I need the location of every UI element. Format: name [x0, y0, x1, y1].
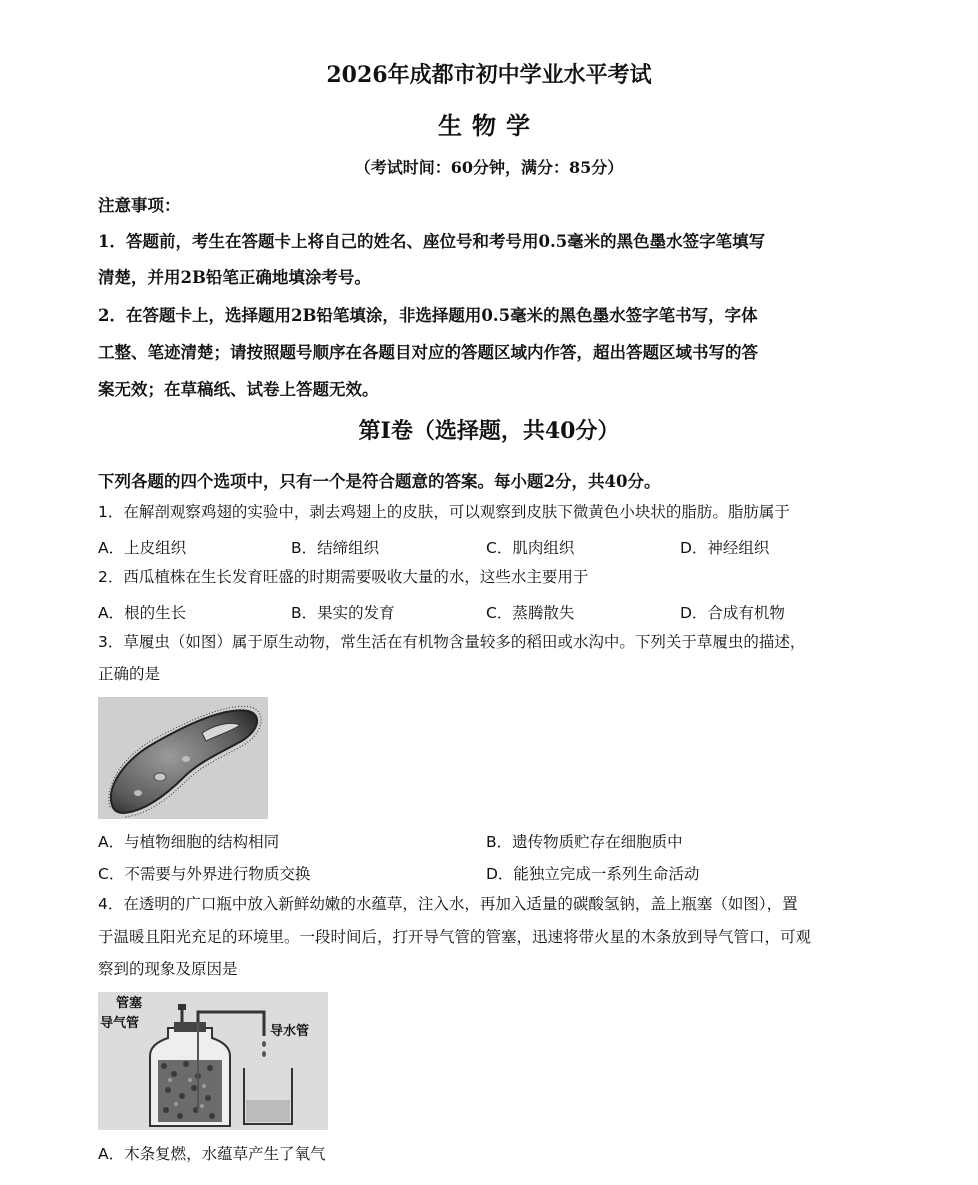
notice-line-3: 2．在答题卡上，选择题用2B铅笔填涂，非选择题用0.5毫米的黑色墨水签字笔书写，字体	[98, 306, 758, 325]
question-1-stem: 1．在解剖观察鸡翅的实验中，剥去鸡翅上的皮肤，可以观察到皮肤下微黄色小块状的脂肪。脂肪属于	[98, 503, 790, 521]
subject-title: 生物学	[438, 111, 540, 140]
notice-line-2: 清楚，并用2B铅笔正确地填涂考号。	[98, 268, 371, 287]
paramecium-figure	[98, 697, 268, 819]
notice-heading: 注意事项：	[98, 196, 181, 215]
question-2-option-d: D．合成有机物	[680, 604, 785, 622]
question-3-option-b: B．遗传物质贮存在细胞质中	[486, 833, 683, 851]
question-1-option-a: A．上皮组织	[98, 539, 187, 557]
notice-line-1: 1．答题前，考生在答题卡上将自己的姓名、座位号和考号用0.5毫米的黑色墨水签字笔填写	[98, 232, 766, 251]
question-2-stem: 2．西瓜植株在生长发育旺盛的时期需要吸收大量的水，这些水主要用于	[98, 568, 589, 586]
question-1-option-c: C．肌肉组织	[486, 539, 575, 557]
question-2-option-a: A．根的生长	[98, 604, 187, 622]
question-3-option-a: A．与植物细胞的结构相同	[98, 833, 280, 851]
label-plug: 管塞	[116, 996, 143, 1011]
section-title: 第Ⅰ卷（选择题，共40分）	[358, 418, 620, 444]
question-3-option-c: C．不需要与外界进行物质交换	[98, 865, 311, 883]
question-1-option-d: D．神经组织	[680, 539, 770, 557]
plug-shape	[174, 1022, 206, 1032]
paramecium-illustration	[98, 697, 268, 819]
exam-info: （考试时间：60分钟，满分：85分）	[354, 158, 624, 177]
question-2-option-b: B．果实的发育	[291, 604, 395, 622]
question-1-option-b: B．结缔组织	[291, 539, 380, 557]
question-2-option-c: C．蒸腾散失	[486, 604, 575, 622]
question-4-stem-line-2: 于温暖且阳光充足的环境里。一段时间后，打开导气管的管塞，迅速将带火星的木条放到导气管口，可观	[98, 928, 812, 946]
question-3-stem-line-1: 3．草履虫（如图）属于原生动物，常生活在有机物含量较多的稻田或水沟中。下列关于草履虫的描述，	[98, 633, 806, 651]
notice-line-4: 工整、笔迹清楚；请按照题号顺序在各题目对应的答题区域内作答，超出答题区域书写的答	[98, 343, 758, 362]
apparatus-figure	[98, 992, 328, 1130]
label-gas-tube: 导气管	[100, 1016, 140, 1031]
notice-line-5: 案无效；在草稿纸、试卷上答题无效。	[98, 380, 379, 399]
question-3-stem-line-2: 正确的是	[98, 665, 161, 683]
question-3-option-d: D．能独立完成一系列生命活动	[486, 865, 700, 883]
question-4-stem-line-1: 4．在透明的广口瓶中放入新鲜幼嫩的水蕴草，注入水，再加入适量的碳酸氢钠，盖上瓶塞（如图），置	[98, 895, 798, 913]
question-4-stem-line-3: 察到的现象及原因是	[98, 960, 238, 978]
section-instruction: 下列各题的四个选项中，只有一个是符合题意的答案。每小题2分，共40分。	[98, 472, 661, 491]
label-water-tube: 导水管	[270, 1024, 310, 1039]
question-4-option-a: A．木条复燃，水蕴草产生了氧气	[98, 1145, 326, 1163]
exam-title: 2026年成都市初中学业水平考试	[326, 62, 652, 88]
